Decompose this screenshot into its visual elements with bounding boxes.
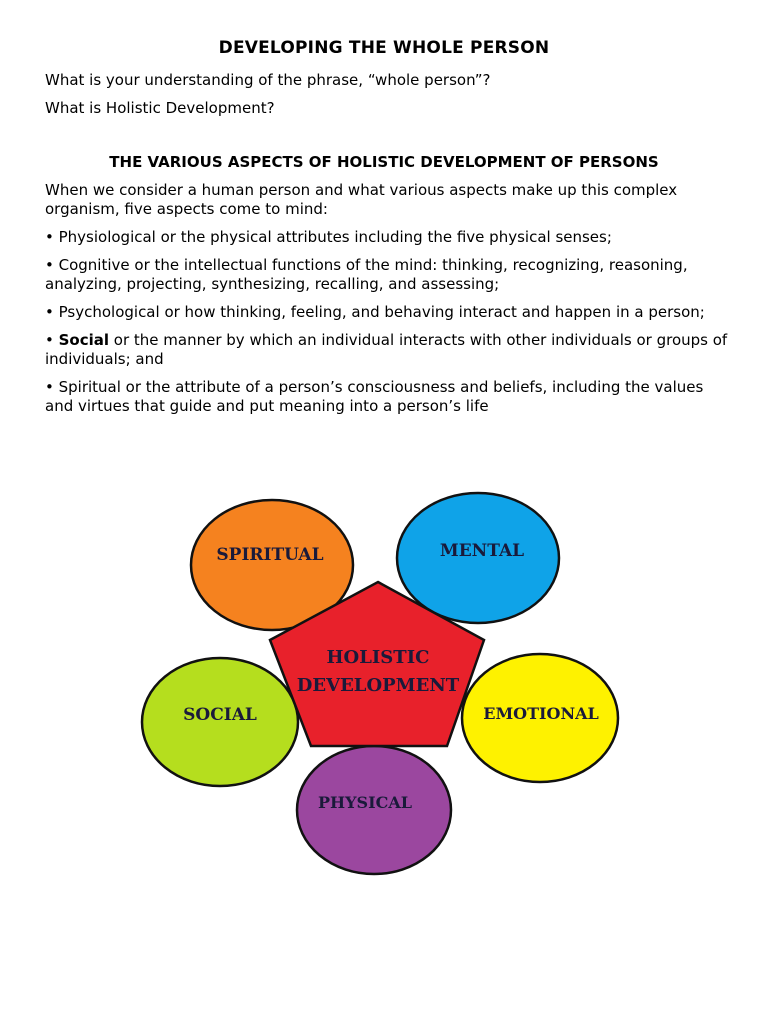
mental-label: MENTAL bbox=[439, 541, 525, 561]
bullet-spiritual bbox=[45, 378, 735, 416]
center-label-line2: DEVELOPMENT bbox=[296, 675, 460, 696]
physical-label: PHYSICAL bbox=[317, 793, 413, 812]
bullet-psychological bbox=[45, 303, 735, 322]
bullet-marker: • bbox=[45, 303, 59, 321]
document-title: DEVELOPING THE WHOLE PERSON bbox=[218, 38, 550, 58]
bullet-marker: • bbox=[45, 331, 59, 349]
bullet-text: Cognitive or the intellectual functions of the mind: thinking, recognizing, reasoning, analyzing, projecting, synthesizing, recalling, and assessing; bbox=[45, 256, 688, 293]
content-body bbox=[45, 181, 735, 425]
bullet-text: or the manner by which an individual interacts with other individuals or groups of individuals; and bbox=[45, 331, 728, 368]
social-label: SOCIAL bbox=[183, 705, 257, 725]
question-holistic-development: What is Holistic Development? bbox=[45, 99, 275, 117]
holistic-development-diagram bbox=[140, 490, 630, 884]
diagram-svg bbox=[140, 490, 630, 880]
bullet-text: Psychological or how thinking, feeling, and behaving interact and happen in a person; bbox=[58, 303, 705, 321]
section-heading: THE VARIOUS ASPECTS OF HOLISTIC DEVELOPMENT OF PERSONS bbox=[109, 153, 659, 171]
emotional-label: EMOTIONAL bbox=[483, 704, 599, 723]
bullet-text: Spiritual or the attribute of a person’s consciousness and beliefs, including the values and virtues that guide and put meaning into a person’s life bbox=[45, 378, 704, 415]
bullet-physiological bbox=[45, 228, 735, 247]
bullet-marker: • bbox=[45, 256, 59, 274]
bullet-social bbox=[45, 331, 735, 369]
question-whole-person: What is your understanding of the phrase, “whole person”? bbox=[45, 71, 491, 89]
bullet-text: Physiological or the physical attributes including the five physical senses; bbox=[58, 228, 612, 246]
bullet-bold-term: Social bbox=[58, 331, 110, 349]
spiritual-label: SPIRITUAL bbox=[216, 545, 324, 565]
intro-paragraph: When we consider a human person and what various aspects make up this complex organism, five aspects come to mind: bbox=[45, 181, 678, 218]
bullet-marker: • bbox=[45, 378, 59, 396]
center-label-line1: HOLISTIC bbox=[326, 647, 430, 668]
bullet-marker: • bbox=[45, 228, 59, 246]
bullet-cognitive bbox=[45, 256, 735, 294]
